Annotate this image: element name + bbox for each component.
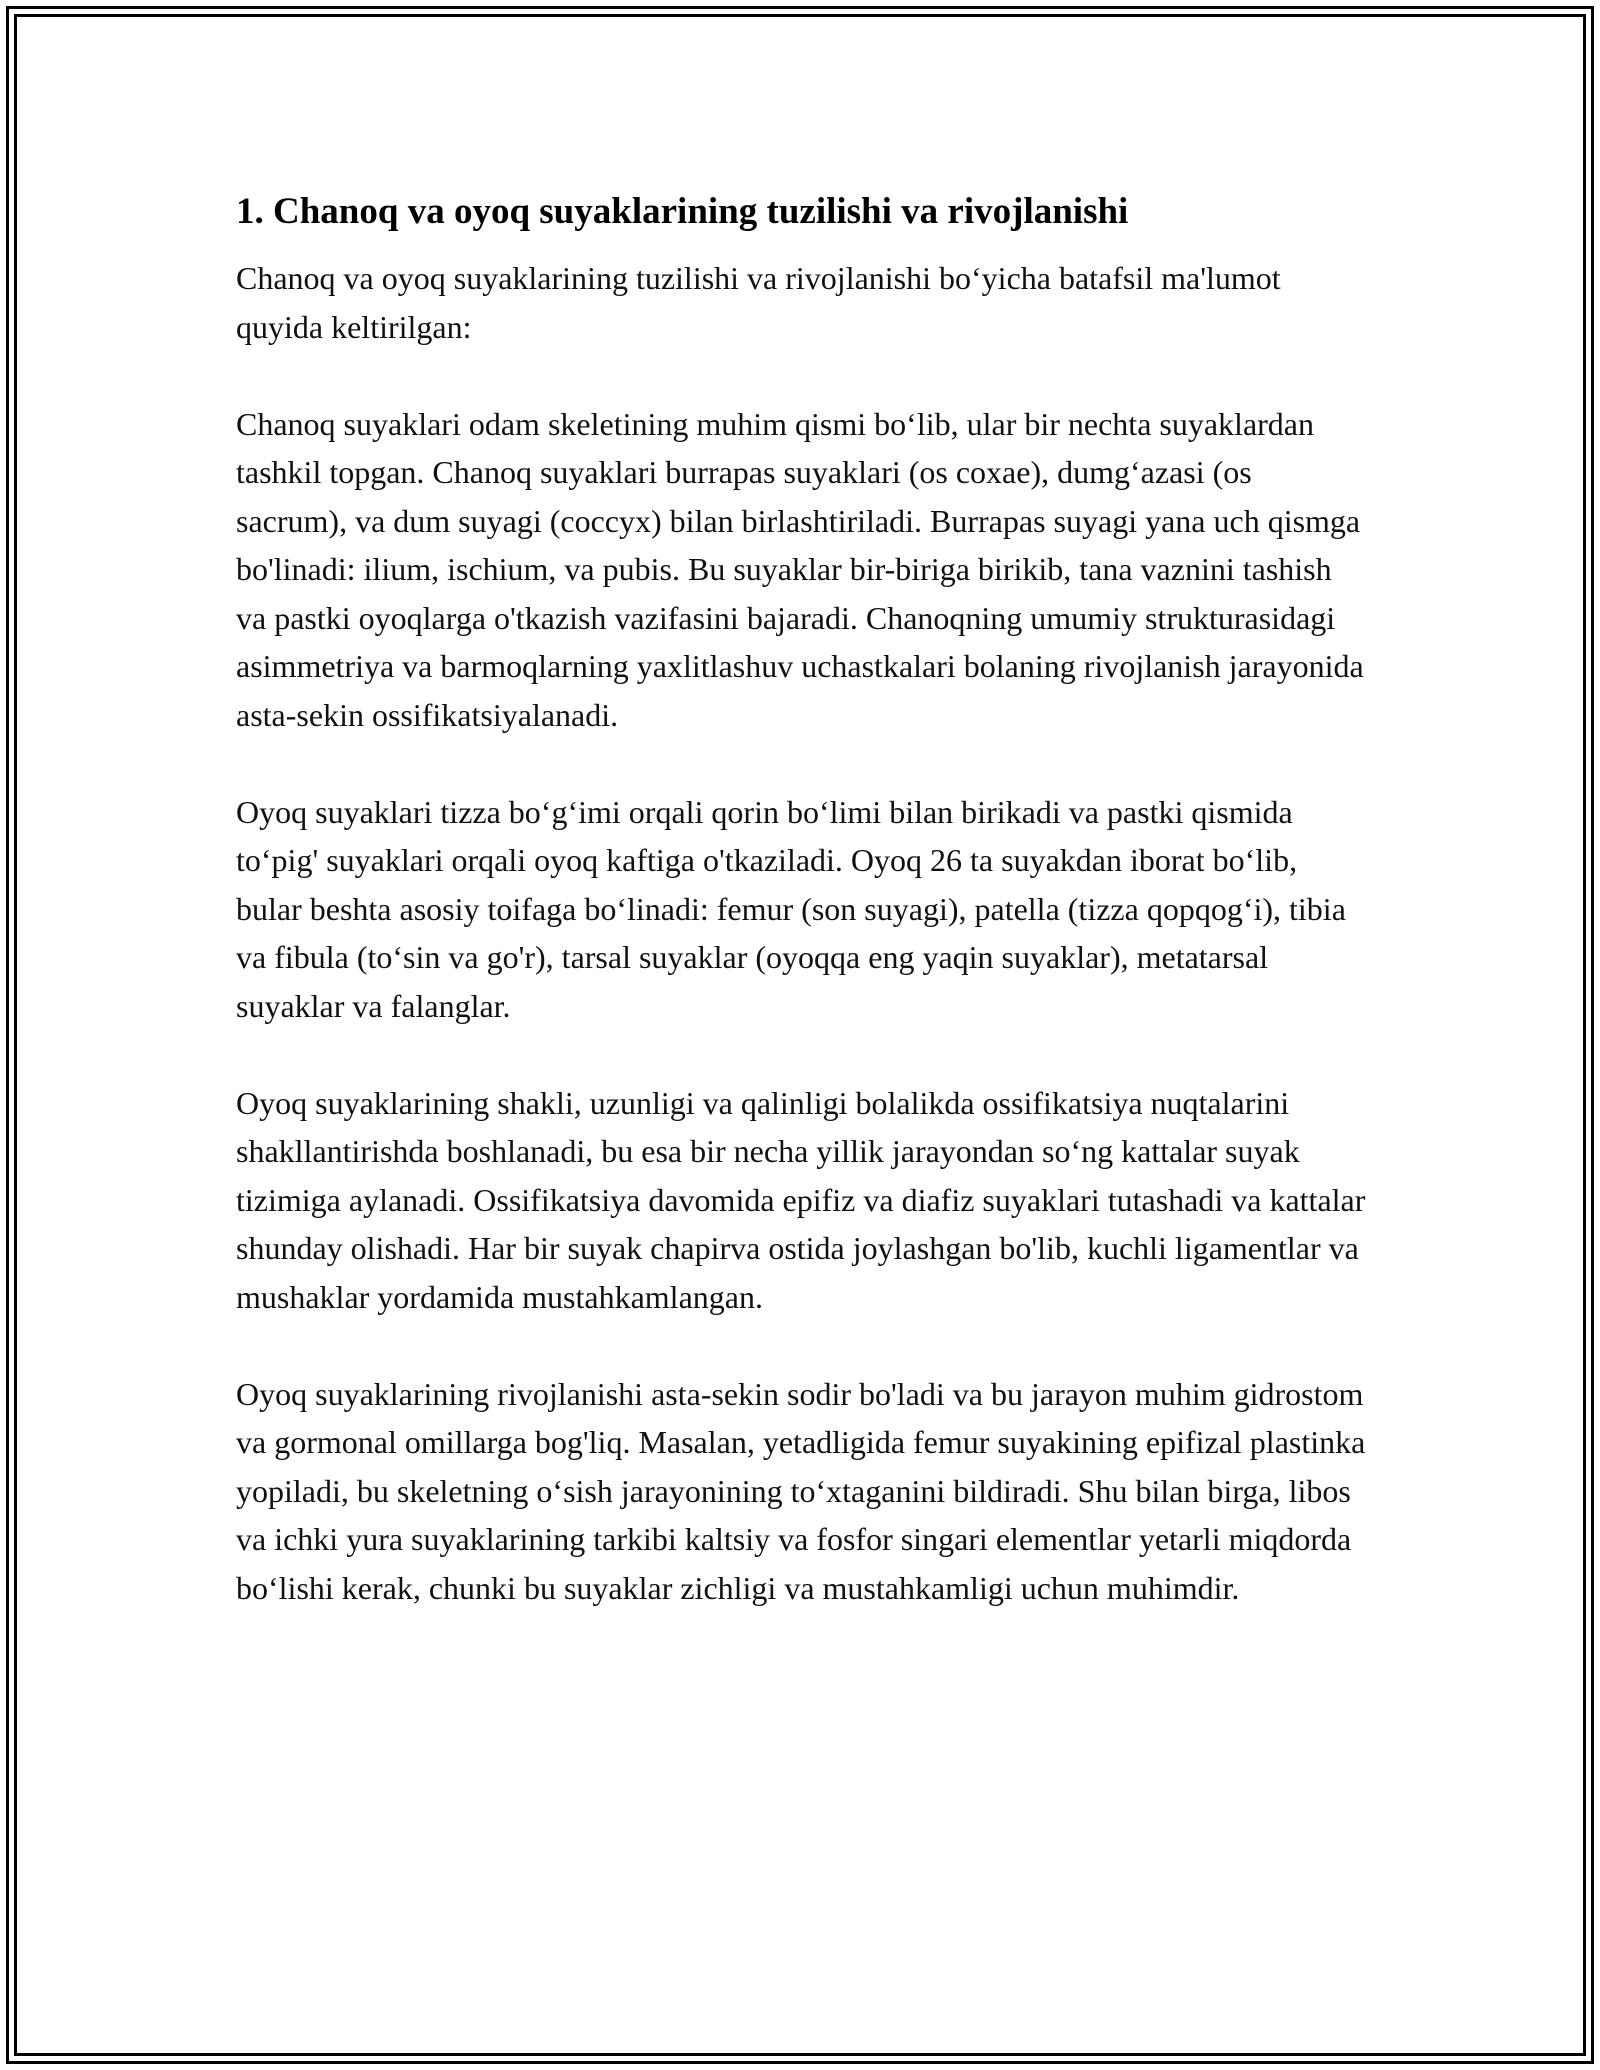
pelvis-bones-paragraph: Chanoq suyaklari odam skeletining muhim qismi bo‘lib, ular bir nechta suyaklardan tashkil topgan. Chanoq suyaklari burrapas suyaklari (os coxae), dumg‘azasi (os sacrum), va dum suyagi (coccyx) bilan birlashtiriladi. Burrapas suyagi yana uch qismga bo'linadi: ilium, ischium, va pubis. Bu suyaklar bir-biriga birikib, tana vaznini tashish va pastki oyoqlarga o'tkazish vazifasini bajaradi. Chanoqning umumiy strukturasidagi asimmetriya va barmoqlarning yaxlitlashuv uchastkalari bolaning rivojlanish jarayonida asta-sekin ossifikatsiyalanadi. — [236, 405, 1364, 733]
intro-paragraph: Chanoq va oyoq suyaklarining tuzilishi va rivojlanishi bo‘yicha batafsil ma'lumot quyida keltirilgan: — [236, 260, 1281, 345]
leg-bone-development-paragraph: Oyoq suyaklarining rivojlanishi asta-sekin sodir bo'ladi va bu jarayon muhim gidrostom va gormonal omillarga bog'liq. Masalan, yetadligida femur suyakining epifizal plastinka yopiladi, bu skeletning o‘sish jarayonining to‘xtaganini bildiradi. Shu bilan birga, libos va ichki yura suyaklarining tarkibi kaltsiy va fosfor singari elementlar yetarli miqdorda bo‘lishi kerak, chunki bu suyaklar zichligi va mustahkamligi uchun muhimdir. — [236, 1375, 1366, 1606]
leg-bones-paragraph: Oyoq suyaklari tizza bo‘g‘imi orqali qorin bo‘limi bilan birikadi va pastki qismida to‘pig' suyaklari orqali oyoq kaftiga o'tkaziladi. Oyoq 26 ta suyakdan iborat bo‘lib, bular beshta asosiy toifaga bo‘linadi: femur (son suyagi), patella (tizza qopqog‘i), tibia va fibula (to‘sin va go'r), tarsal suyaklar (oyoqqa eng yaqin suyaklar), metatarsal suyaklar va falanglar. — [236, 793, 1346, 1024]
leg-bone-shape-paragraph: Oyoq suyaklarining shakli, uzunligi va qalinligi bolalikda ossifikatsiya nuqtalarini shakllantirishda boshlanadi, bu esa bir necha yillik jarayondan so‘ng kattalar suyak tizimiga aylanadi. Ossifikatsiya davomida epifiz va diafiz suyaklari tutashadi va kattalar shunday olishadi. Har bir suyak chapirva ostida joylashgan bo'lib, kuchli ligamentlar va mushaklar yordamida mustahkamlangan. — [236, 1084, 1366, 1315]
document-body — [236, 186, 1366, 1612]
document-title: 1. Chanoq va oyoq suyaklarining tuzilishi va rivojlanishi — [236, 191, 1129, 232]
